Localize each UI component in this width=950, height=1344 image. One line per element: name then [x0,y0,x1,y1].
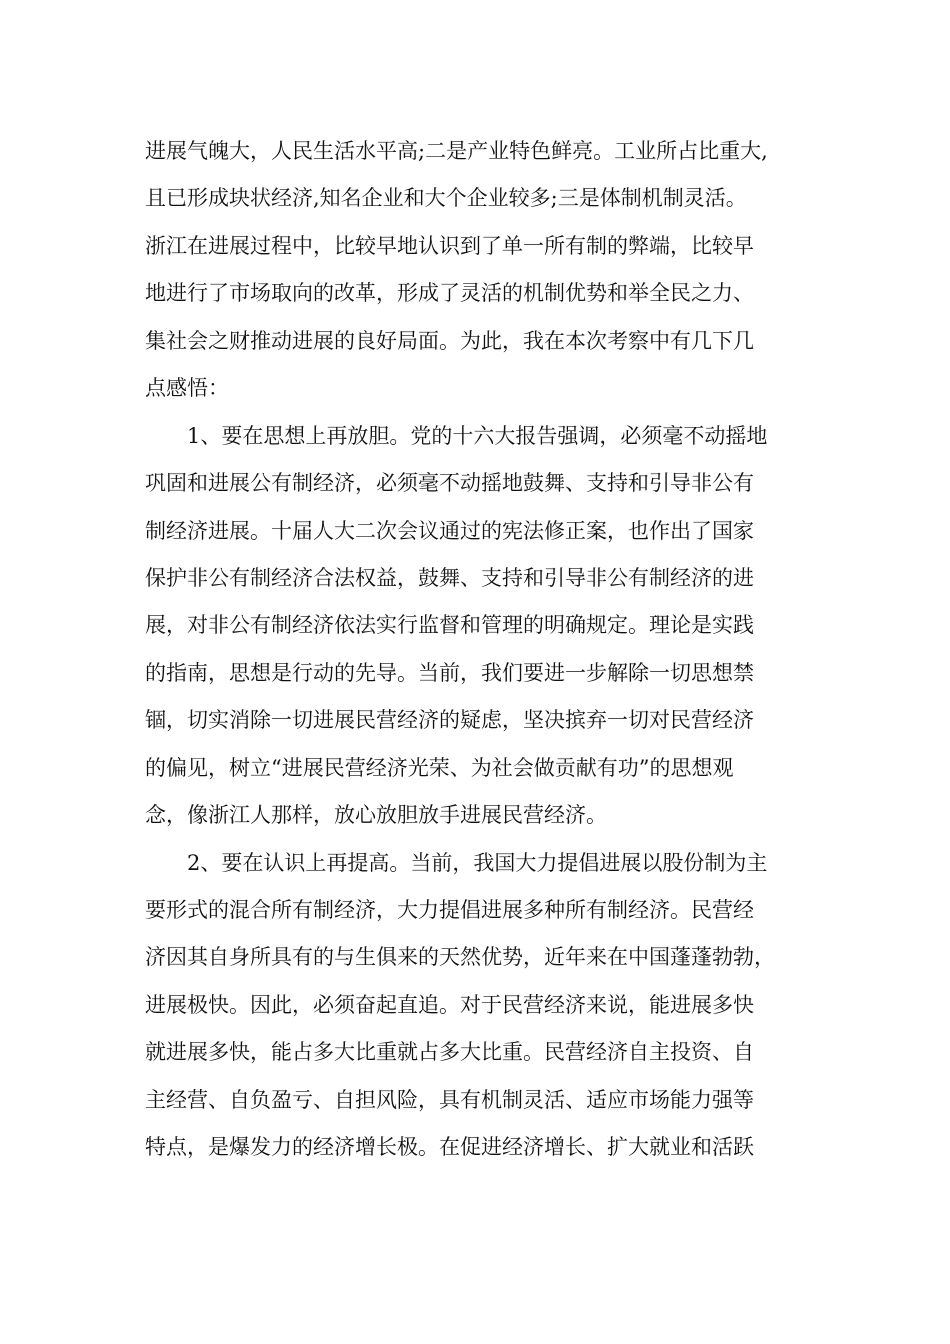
text-line: 点感悟： [145,376,229,401]
text-line: 要形式的混合所有制经济，大力提倡进展多种所有制经济。民营经 [145,898,754,922]
text-line: 保护非公有制经济合法权益，鼓舞、支持和引导非公有制经济的进 [145,565,754,590]
text-line: 念，像浙江人那样，放心放胆放手进展民营经济。 [145,803,607,828]
text-line: 地进行了市场取向的改革，形成了灵活的机制优势和举全民之力、 [145,281,754,306]
paragraph-1-first-line: 1、要在思想上再放胆。党的十六大报告强调，必须毫不动摇地 [187,423,768,448]
text-line: 就进展多快，能占多大比重就占多大比重。民营经济自主投资、自 [145,1040,754,1065]
text-line: 制经济进展。十届人大二次会议通过的宪法修正案，也作出了国家 [145,518,754,543]
text-line: 且已形成块状经济,知名企业和大个企业较多;三是体制机制灵活。 [145,186,747,211]
document-body [145,128,805,1172]
text-line: 巩固和进展公有制经济，必须毫不动摇地鼓舞、支持和引导非公有 [145,471,754,496]
text-line: 锢，切实消除一切进展民营经济的疑虑，坚决摈弃一切对民营经济 [145,708,754,733]
text-line: 展，对非公有制经济依法实行监督和管理的明确规定。理论是实践 [145,613,754,638]
text-line: 的偏见，树立“进展民营经济光荣、为社会做贡献有功”的思想观 [145,755,734,780]
text-line: 特点，是爆发力的经济增长极。在促进经济增长、扩大就业和活跃 [145,1135,754,1160]
text-line: 进展气魄大，人民生活水平高;二是产业特色鲜亮。工业所占比重大, [145,139,768,163]
text-line: 进展极快。因此，必须奋起直追。对于民营经济来说，能进展多快 [145,992,754,1017]
text-line: 浙江在进展过程中，比较早地认识到了单一所有制的弊端，比较早 [145,233,754,258]
text-line: 主经营、自负盈亏、自担风险，具有机制灵活、适应市场能力强等 [145,1087,754,1112]
text-line: 的指南，思想是行动的先导。当前，我们要进一步解除一切思想禁 [145,660,754,685]
paragraph-2-first-line: 2、要在认识上再提高。当前，我国大力提倡进展以股份制为主 [187,850,768,875]
text-line: 济因其自身所具有的与生俱来的天然优势，近年来在中国蓬蓬勃勃， [145,945,775,970]
text-line: 集社会之财推动进展的良好局面。为此，我在本次考察中有几下几 [145,328,754,353]
